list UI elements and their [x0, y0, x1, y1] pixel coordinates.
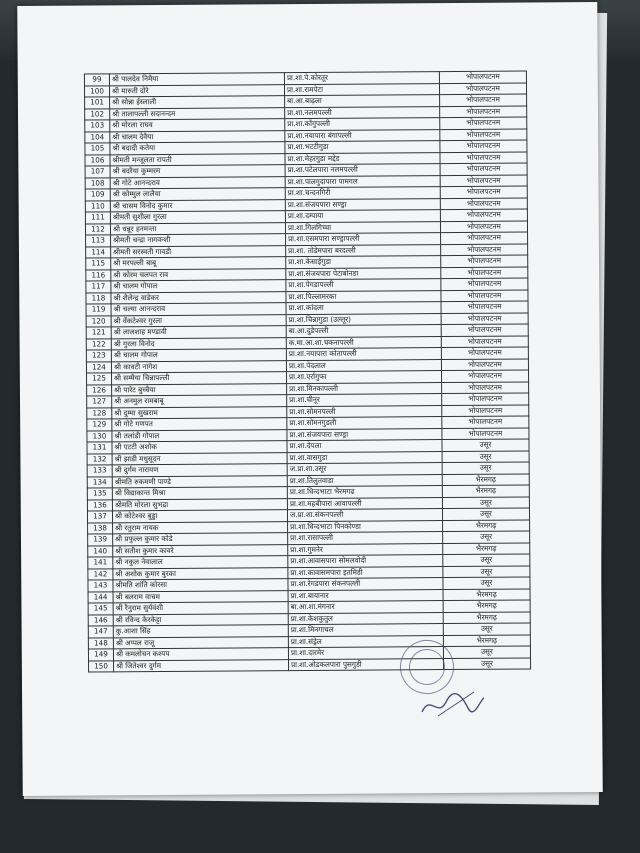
row-number: 113: [86, 235, 111, 247]
school-name: प्रा.शा.चीनूर: [287, 394, 442, 407]
block-name: भैरमगढ़: [442, 473, 529, 485]
person-name: श्री सम्मैया चिन्नापल्ली: [112, 372, 287, 385]
row-number: 129: [87, 419, 112, 431]
row-number: 138: [88, 522, 113, 534]
row-number: 106: [85, 154, 110, 166]
row-number: 136: [87, 499, 112, 511]
person-name: श्रीमती चन्द्रा नागवन्शी: [111, 234, 286, 247]
block-name: भोपालपटनम: [440, 186, 527, 198]
row-number: 100: [84, 85, 109, 97]
school-name: प्रा.शा.सोमनपल्ली: [287, 405, 442, 418]
block-name: भैरमगढ़: [443, 588, 530, 600]
row-number: 99: [84, 74, 109, 86]
person-name: श्री कोरम चलपत राव: [111, 268, 286, 281]
school-name: बा.आ.बाढ़ला: [285, 95, 440, 108]
person-name: श्री अप्पल राजू: [113, 636, 288, 649]
row-number: 111: [85, 212, 110, 224]
school-name: प्रा.शा.एर्रागुफा: [287, 371, 442, 384]
person-name: श्री चालम गोपाल: [111, 280, 286, 293]
row-number: 125: [87, 373, 112, 385]
block-name: उसूर: [444, 657, 531, 669]
person-name: श्री सोन्ना ईस्लाली: [110, 96, 285, 109]
person-name: श्री पालदेव निमैया: [109, 73, 284, 86]
row-number: 130: [87, 430, 112, 442]
block-name: भोपालपटनम: [441, 289, 528, 301]
row-number: 112: [85, 223, 110, 235]
row-number: 141: [88, 557, 113, 569]
school-name: प्रा.शा.पालगुदापारा पामगल: [285, 175, 440, 188]
person-name: श्री रविन्द केरकेट्टा: [113, 613, 288, 626]
roster-table: [84, 70, 531, 672]
block-name: भोपालपटनम: [441, 347, 528, 359]
person-name: श्री नकुल नेवालाल: [113, 556, 288, 569]
block-name: भोपालपटनम: [440, 140, 527, 152]
person-name: श्री दुम्मा सुखराम: [112, 406, 287, 419]
block-name: भोपालपटनम: [441, 255, 528, 267]
person-name: श्री रतुराम नायक: [113, 521, 288, 534]
block-name: भोपालपटनम: [439, 71, 526, 83]
school-name: क.मा.आ.शा.चकनापल्ली: [286, 336, 441, 349]
block-name: उसूर: [443, 531, 530, 543]
row-number: 109: [85, 189, 110, 201]
person-name: श्री विद्याकान्त मिश्रा: [112, 487, 287, 500]
school-name: प्रा.शा.नयापारा बंगापल्ली: [285, 129, 440, 142]
school-name: ज.प्रा.शा.संकनपल्ली: [287, 509, 442, 522]
person-name: श्री कमलोचन कश्यप: [113, 648, 288, 661]
person-name: श्री प्रफुल्ल कुमार कोडे: [113, 533, 288, 546]
person-name: श्री झाडी मधुसूदन: [112, 452, 287, 465]
school-name: बा.आ.शा.मंगनार: [288, 601, 443, 614]
block-name: भोपालपटनम: [440, 197, 527, 209]
person-name: श्रीमती मन्जूलता रापती: [110, 153, 285, 166]
person-name: श्री मोरला राघव: [110, 119, 285, 132]
school-name: प्रा.शा.संड्रेल: [288, 635, 443, 648]
school-name: प्रा.शा.गिलगिच्चा: [285, 221, 440, 234]
school-name: प्रा.शा.मिनगाचल: [288, 624, 443, 637]
block-name: भोपालपटनम: [440, 174, 527, 186]
block-name: भोपालपटनम: [440, 220, 527, 232]
person-name: श्री चालम देवैया: [110, 130, 285, 143]
row-number: 120: [86, 315, 111, 327]
block-name: भैरमगढ़: [443, 542, 530, 554]
row-number: 110: [85, 200, 110, 212]
person-name: श्री बदरैया कुम्मरम: [110, 165, 285, 178]
row-number: 123: [86, 350, 111, 362]
school-name: प्रा.शा.पे.कोरतूर: [284, 72, 439, 85]
school-name: प्रा.शा.तिलुतवाडा: [287, 474, 442, 487]
person-name: श्री कोम्मुल लालैया: [110, 188, 285, 201]
school-name: प्रा.शा.कांदला: [286, 302, 441, 315]
person-name: श्रीमति रुकमणी पाण्डे: [112, 475, 287, 488]
row-number: 132: [87, 453, 112, 465]
block-name: उसूर: [442, 450, 529, 462]
school-name: बा.आ.दुडेपल्ली: [286, 325, 441, 338]
block-name: उसूर: [443, 554, 530, 566]
block-name: भैरमगढ़: [443, 600, 530, 612]
school-name: प्रा.शा.पेगडापल्ली: [286, 279, 441, 292]
block-name: भैरमगढ़: [443, 634, 530, 646]
school-name: प्रा.शा.मिनकापल्ली: [287, 382, 442, 395]
person-name: श्री गोटे आनन्दराव: [110, 176, 285, 189]
row-number: 107: [85, 166, 110, 178]
block-name: भोपालपटनम: [440, 105, 527, 117]
row-number: 137: [87, 511, 112, 523]
school-name: प्रा.शा.बायानार: [288, 589, 443, 602]
row-number: 150: [89, 660, 114, 672]
school-name: प्रा.शा.देपला: [287, 440, 442, 453]
school-name: प्रा.शा.संजयपारा पेटाबोनडा: [286, 267, 441, 280]
block-name: भोपालपटनम: [440, 151, 527, 163]
row-number: 116: [86, 269, 111, 281]
block-name: भोपालपटनम: [440, 94, 527, 106]
school-name: प्रा.शा.धिन्दभाटा पिनकोण्डा: [288, 520, 443, 533]
person-name: श्रीमती सुशीला गुरला: [110, 211, 285, 224]
block-name: भोपालपटनम: [441, 358, 528, 370]
person-name: श्रीमति मोरला सुभद्रा: [112, 498, 287, 511]
school-name: प्रा.शा.केसाईगुडा: [286, 256, 441, 269]
school-name: प्रा.शा.रेगडपारा संकनपल्ली: [288, 578, 443, 591]
school-name: प्रा.शा.एसमपारा सण्ड्रापल्ली: [286, 233, 441, 246]
school-name: प्रा.शा.महबीपारा आवापल्ली: [287, 497, 442, 510]
roster-body: [84, 71, 530, 672]
person-name: श्री चालम गोपाल: [111, 349, 286, 362]
school-name: प्रा.शा.पिल्लामरका: [286, 290, 441, 303]
person-name: श्री कावटी नागेश: [111, 360, 286, 373]
person-name: श्री रैनुराम सुर्यवंशी: [113, 602, 288, 615]
school-name: प्रा.शा.संजयपारा सण्ड्रा: [285, 198, 440, 211]
person-name: श्री चासम विनोद कुमार: [110, 199, 285, 212]
person-name: श्री तलांडी गोपाल: [112, 429, 287, 442]
school-name: ज.प्रा.शा.उसूर: [287, 463, 442, 476]
row-number: 124: [86, 361, 111, 373]
block-name: भोपालपटनम: [441, 278, 528, 290]
person-name: श्री पारेट बुच्चैया: [112, 383, 287, 396]
block-name: उसूर: [443, 577, 530, 589]
person-name: श्री लालशाह मण्डावी: [111, 326, 286, 339]
school-name: प्रा.शा.कावासमपारा इतमिडी: [288, 566, 443, 579]
block-name: भोपालपटनम: [441, 335, 528, 347]
person-name: श्री बदादी कतेया: [110, 142, 285, 155]
row-number: 103: [85, 120, 110, 132]
school-name: प्रा.शा.दम्पाया: [285, 210, 440, 223]
school-name: प्रा.शा.भटटीगुडा: [285, 141, 440, 154]
school-name: प्रा.शा.धिन्दभाटा भैरमगढ: [287, 486, 442, 499]
person-name: श्री दुर्गम नारायण: [112, 464, 287, 477]
row-number: 139: [88, 534, 113, 546]
person-name: श्री एटटी अशोक: [112, 441, 287, 454]
row-number: 104: [85, 131, 110, 143]
person-name: श्रीमति शांति कोरसा: [113, 579, 288, 592]
row-number: 126: [87, 384, 112, 396]
block-name: उसूर: [443, 565, 530, 577]
block-name: भैरमगढ़: [442, 485, 529, 497]
school-name: प्रा.शा.केशकुतुल: [288, 612, 443, 625]
row-number: 108: [85, 177, 110, 189]
school-name: प्रा.शा.संजयपारा सण्ड्रा: [287, 428, 442, 441]
person-name: श्री गुरला विनोद: [111, 337, 286, 350]
school-name: प्रा.शा.नयापारा कोतापल्ली: [286, 348, 441, 361]
row-number: 147: [88, 626, 113, 638]
signature-mark: [418, 690, 488, 720]
person-name: कु.आशा सिंह: [113, 625, 288, 638]
school-name: प्रा.शा.गुमनेर: [288, 543, 443, 556]
block-name: भोपालपटनम: [442, 427, 529, 439]
row-number: 115: [86, 258, 111, 270]
block-name: भैरमगढ़: [443, 519, 530, 531]
person-name: श्री शैलेन्द्र वाडेकर: [111, 291, 286, 304]
block-name: भोपालपटनम: [442, 381, 529, 393]
stamp-inner-ring: [403, 643, 451, 691]
block-name: भोपालपटनम: [442, 404, 529, 416]
block-name: उसूर: [442, 508, 529, 520]
block-name: भोपालपटनम: [439, 82, 526, 94]
block-name: उसूर: [442, 462, 529, 474]
school-name: प्रा.शा. तोडेमपारा बरदल्ली: [286, 244, 441, 257]
person-name: श्री चल्या आनन्दराव: [111, 303, 286, 316]
person-name: श्री अशोक कुमार बुरका: [113, 567, 288, 580]
block-name: उसूर: [442, 496, 529, 508]
block-name: भोपालपटनम: [441, 301, 528, 313]
row-number: 146: [88, 614, 113, 626]
school-name: प्रा.शा.पटेलपारा नलमपल्ली: [285, 164, 440, 177]
block-name: उसूर: [443, 646, 530, 658]
row-number: 134: [87, 476, 112, 488]
school-name: प्रा.शा.नलमपल्ली: [285, 106, 440, 119]
row-number: 105: [85, 143, 110, 155]
row-number: 144: [88, 591, 113, 603]
school-name: प्रा.शा.पेदलाल: [286, 359, 441, 372]
block-name: भोपालपटनम: [440, 209, 527, 221]
person-name: श्री गोटे गणपत: [112, 418, 287, 431]
block-name: भोपालपटनम: [440, 163, 527, 175]
row-number: 140: [88, 545, 113, 557]
person-name: श्री सतीश कुमार कावरे: [113, 544, 288, 557]
block-name: उसूर: [442, 439, 529, 451]
row-number: 133: [87, 465, 112, 477]
person-name: श्री धन्नूर हनमन्ता: [110, 222, 285, 235]
table-row: [89, 657, 531, 672]
school-name: प्रा.शा.मेहरगुडा मद्देड: [285, 152, 440, 165]
school-name: प्रा.शा.कोंगुपल्ली: [285, 118, 440, 131]
person-name: श्री तालापल्ली सदानन्दम: [110, 107, 285, 120]
block-name: भोपालपटनम: [441, 243, 528, 255]
row-number: 121: [86, 327, 111, 339]
person-name: श्री कोटेश्वर बुड्डा: [112, 510, 287, 523]
school-name: प्रा.शा.चन्दनगिरी: [285, 187, 440, 200]
row-number: 114: [86, 246, 111, 258]
block-name: भोपालपटनम: [441, 324, 528, 336]
row-number: 142: [88, 568, 113, 580]
block-name: भोपालपटनम: [441, 266, 528, 278]
row-number: 135: [87, 488, 112, 500]
row-number: 122: [86, 338, 111, 350]
row-number: 145: [88, 603, 113, 615]
block-name: उसूर: [443, 623, 530, 635]
block-name: भोपालपटनम: [441, 370, 528, 382]
row-number: 118: [86, 292, 111, 304]
row-number: 143: [88, 580, 113, 592]
block-name: भोपालपटनम: [441, 232, 528, 244]
row-number: 102: [85, 108, 110, 120]
person-name: श्री अनमुल रामबाबू: [112, 395, 287, 408]
block-name: भोपालपटनम: [441, 312, 528, 324]
person-name: श्री जितेश्वर दुर्गम: [114, 659, 289, 672]
row-number: 119: [86, 304, 111, 316]
block-name: भैरमगढ़: [443, 611, 530, 623]
row-number: 117: [86, 281, 111, 293]
school-name: प्रा.शा.दारमेर: [288, 647, 443, 660]
school-name: प्रा.शा.वासगुडा: [287, 451, 442, 464]
row-number: 149: [88, 649, 113, 661]
person-name: श्री मरपल्ली बाबू: [111, 257, 286, 270]
row-number: 128: [87, 407, 112, 419]
person-name: श्रीमती सरस्वती गावडी: [111, 245, 286, 258]
person-name: श्री बलराम वाचम: [113, 590, 288, 603]
school-name: प्रा.शा.चिन्नागुडा (उल्लूर): [286, 313, 441, 326]
school-name: प्रा.शा.रासापल्ली: [288, 532, 443, 545]
block-name: भोपालपटनम: [442, 393, 529, 405]
row-number: 101: [85, 97, 110, 109]
school-name: प्रा.शा.आवासपारा सोमलवोदी: [288, 555, 443, 568]
block-name: भोपालपटनम: [440, 128, 527, 140]
school-name: प्रा.शा.रामपेटा: [284, 83, 439, 96]
row-number: 148: [88, 637, 113, 649]
row-number: 131: [87, 442, 112, 454]
school-name: प्रा.शा.सोमनगुडली: [287, 417, 442, 430]
block-name: भोपालपटनम: [440, 117, 527, 129]
person-name: श्री मारुती दोरे: [109, 84, 284, 97]
row-number: 127: [87, 396, 112, 408]
person-name: श्री वेंकटेश्वर गुरला: [111, 314, 286, 327]
block-name: भोपालपटनम: [442, 416, 529, 428]
school-name: प्रा.शा.ओडकलपारा पुसगुडी: [289, 658, 444, 671]
